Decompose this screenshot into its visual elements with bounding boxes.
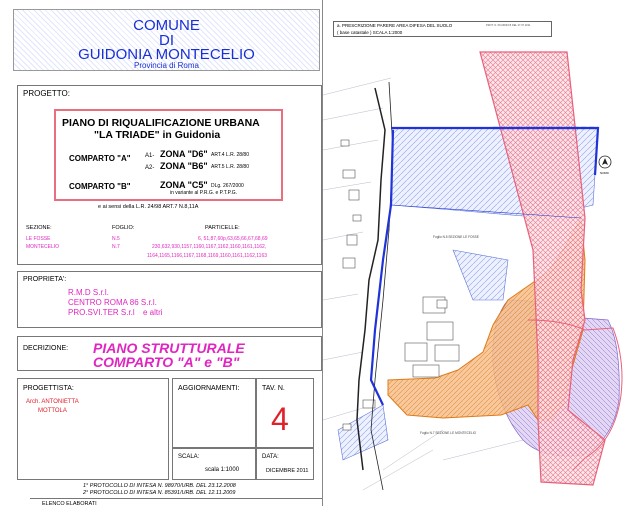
- data-value: DICEMBRE 2011: [266, 468, 309, 474]
- legal-reference: e ai sensi della L.R. 24/98 ART.7 N.8,11A: [98, 204, 199, 210]
- header-di: DI: [159, 32, 174, 49]
- data-box: [256, 448, 314, 480]
- project-title-2: "LA TRIADE" in Guidonia: [94, 129, 221, 141]
- header-city: GUIDONIA MONTECELIO: [78, 46, 255, 63]
- sezione-value: MONTECELIO: [26, 244, 60, 250]
- progettista-label: PROGETTISTA:: [23, 385, 74, 392]
- map-caption-ref: PROT. N. 66-0903/C5 DEL 27.07.2011: [486, 23, 531, 27]
- owners-others: e altri: [143, 308, 163, 317]
- a1-prefix: A1-: [145, 153, 155, 159]
- particelle-value: 230,632,930,1157,1160,1167,1162,1160,1161,1162,: [152, 244, 267, 250]
- tav-box: [256, 378, 314, 448]
- elenco-label: ELENCO ELABORATI: [42, 501, 97, 507]
- a1-art: ART.4 L.R. 28/80: [211, 152, 249, 158]
- owner-2: CENTRO ROMA 86 S.r.l.: [68, 298, 157, 307]
- map-caption-line-2: ( base catastale ) SCALA 1:2000: [337, 30, 403, 35]
- b-law: DLg. 267/2000: [211, 183, 244, 189]
- b-zone: ZONA "C5": [160, 180, 208, 190]
- tav-number: 4: [271, 401, 289, 437]
- foglio7-map-label: Foglio N.7 SEZIONE LE MONTECELIO: [420, 431, 477, 435]
- header-comune: COMUNE: [133, 17, 200, 34]
- tav-label: TAV. N.: [262, 385, 285, 392]
- owner-3: PRO.SVI.TER S.r.l: [68, 308, 135, 317]
- elenco-box: [30, 498, 322, 509]
- north-label: NORD: [600, 171, 609, 175]
- descrizione-label: DECRIZIONE:: [23, 345, 69, 352]
- aggiornamenti-box: [172, 378, 256, 448]
- proprieta-box: [17, 271, 322, 328]
- proprieta-label: PROPRIETA':: [23, 276, 67, 283]
- blue-hatched-zone: [453, 250, 508, 300]
- protocol-1: 1° PROTOCOLLO DI INTESA N. 98970/URB. DEL 23.12.2008: [83, 483, 236, 489]
- a1-zone: ZONA "D6": [160, 149, 208, 159]
- foglio-value: N.7: [112, 244, 120, 250]
- scala-box: [172, 448, 256, 480]
- b-variante: in variante al P.R.G. e P.T.P.G.: [170, 190, 237, 196]
- header-box: [13, 9, 320, 71]
- map-caption-line-1: a. PRESCRIZIONE PARERE AREA DIFESA DEL SUOLO: [337, 23, 453, 28]
- architect-name-1: Arch. ANTONIETTA: [26, 399, 79, 405]
- aggiornamenti-label: AGGIORNAMENTI:: [178, 385, 240, 392]
- progetto-label: PROGETTO:: [23, 89, 70, 98]
- architect-name-2: MOTTOLA: [38, 408, 67, 414]
- progettista-box: [17, 378, 169, 480]
- progetto-box: [17, 85, 322, 265]
- a2-art: ART.5 L.R. 28/80: [211, 164, 249, 170]
- header-province: Provincia di Roma: [134, 61, 199, 70]
- comparto-a: COMPARTO "A": [69, 154, 131, 163]
- protocol-2: 2° PROTOCOLLO DI INTESA N. 85391/URB. DEL 12.11.2009: [83, 490, 236, 496]
- particelle-label: PARTICELLE:: [205, 225, 240, 231]
- scala-value: scala 1:1000: [205, 467, 240, 473]
- north-arrow: [599, 156, 611, 168]
- scala-label: SCALA:: [178, 454, 200, 460]
- a2-zone: ZONA "B6": [160, 161, 208, 171]
- particelle-continued: 1164,1165,1166,1167,1168,1169,1160,1161,1162,1163: [147, 253, 268, 259]
- map-panel: [323, 0, 627, 506]
- owner-1: R.M.D S.r.l.: [68, 288, 109, 297]
- description-line-1: PIANO STRUTTURALE: [93, 340, 245, 356]
- comparto-b: COMPARTO "B": [69, 182, 131, 191]
- project-title-1: PIANO DI RIQUALIFICAZIONE URBANA: [62, 117, 260, 129]
- particelle-value: 6, 51,87,60p,63,65,66,67,68,69: [198, 236, 268, 242]
- sezione-value: LE FOSSE: [26, 236, 51, 242]
- description-line-2: COMPARTO "A" e "B": [93, 354, 240, 370]
- sezione-map-label: Foglio N.5 SEZIONE LE FOSSE: [433, 235, 479, 239]
- data-label: DATA:: [262, 454, 279, 460]
- sezione-label: SEZIONE:: [26, 225, 52, 231]
- descrizione-box: [17, 336, 322, 371]
- a2-prefix: A2-: [145, 165, 155, 171]
- foglio-label: FOGLIO:: [112, 225, 135, 231]
- project-title-frame: [54, 109, 283, 201]
- foglio-value: N.5: [112, 236, 120, 242]
